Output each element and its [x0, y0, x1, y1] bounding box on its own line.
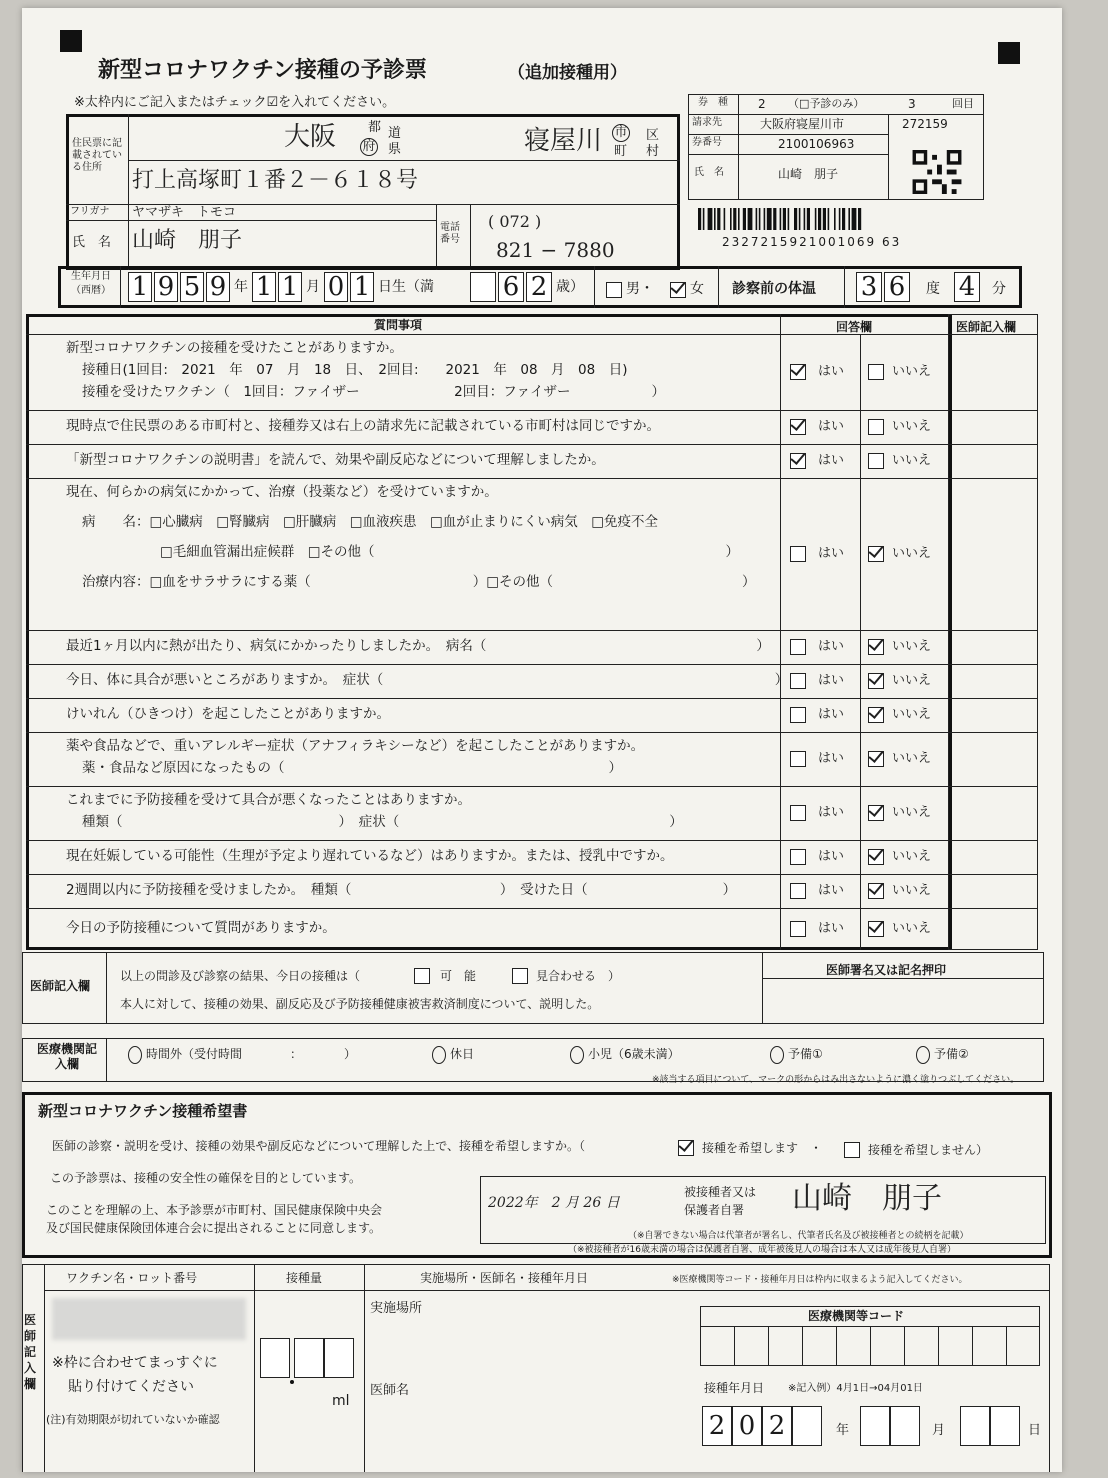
suffix-fu-circled: 府	[360, 138, 378, 156]
place-label: 実施場所	[370, 1301, 423, 1316]
barcode-number: 2327215921001069 63	[722, 235, 902, 249]
answer-yes-label: はい	[818, 546, 845, 561]
date-month-unit: 月	[932, 1423, 946, 1438]
consent-date[interactable]: 2022年 2 月 26 日	[488, 1195, 620, 1211]
suffix-shi-circled: 市	[612, 124, 630, 142]
consent-paragraph-1: この予診票は、接種の安全性の確保を目的としています。	[50, 1171, 362, 1185]
female-checkbox[interactable]	[670, 282, 686, 298]
facility-option-mark[interactable]	[570, 1046, 584, 1064]
question-row-divider	[26, 786, 1038, 787]
address-prefecture[interactable]: 大阪	[284, 122, 337, 152]
facility-note: ※該当する項目について、マークの形からはみ出さないように濃く塗りつぶしてください。	[652, 1075, 1020, 1085]
answer-yes-checkbox[interactable]	[790, 673, 806, 689]
answer-no-checkbox[interactable]	[868, 805, 884, 821]
question-header: 質問事項	[374, 318, 423, 332]
blurred-lot-sticker	[52, 1298, 246, 1340]
facility-option-mark[interactable]	[432, 1046, 446, 1064]
vaccine-form-paper	[22, 8, 1062, 1472]
answer-yes-label: はい	[818, 849, 845, 864]
answer-no-label: いいえ	[892, 364, 932, 379]
consent-title: 新型コロナワクチン接種希望書	[38, 1102, 248, 1120]
question-detail: 種類（ ） 症状（ ）	[82, 814, 683, 830]
bottom-column-note: ※医療機関等コード・接種年月日は枠内に収まるよう記入してください。	[672, 1275, 968, 1285]
signer-label-2: 保護者自署	[684, 1203, 745, 1217]
question-text: 薬や食品などで、重いアレルギー症状（アナフィラキシーなど）を起こしたことがありますか。	[66, 738, 645, 754]
suffix-ken: 県	[388, 142, 402, 157]
age-digit[interactable]: 6	[498, 272, 524, 302]
answer-no-label: いいえ	[892, 805, 932, 820]
date-year-digit[interactable]: 2	[762, 1406, 792, 1446]
facility-code-label: 医療機関等コード	[808, 1309, 905, 1323]
ml-unit: ml	[332, 1393, 350, 1409]
question-detail: 接種を受けたワクチン（ 1回目：ファイザー 2回目：ファイザー ）	[82, 384, 665, 400]
facility-code-cell-divider	[802, 1326, 803, 1366]
answer-yes-label: はい	[818, 453, 845, 468]
answer-yes-label: はい	[818, 364, 845, 379]
suffix-son: 村	[646, 144, 660, 159]
facility-option-label: 時間外（受付時間 ： ）	[146, 1047, 357, 1061]
question-text: けいれん（ひきつけ）を起こしたことがありますか。	[66, 706, 390, 722]
form-subtitle: （追加接種用）	[508, 63, 627, 83]
suffix-cho: 町	[614, 144, 628, 159]
facility-option-label: 休日	[450, 1047, 475, 1061]
answer-no-checkbox[interactable]	[868, 883, 884, 899]
temperature-decimal-digit[interactable]: 4	[954, 272, 980, 302]
ticket-type-value: 2	[758, 97, 766, 111]
answer-yes-checkbox[interactable]	[790, 707, 806, 723]
birth-year-unit: 年	[234, 279, 248, 295]
birth-day-unit: 日生（満	[378, 279, 434, 295]
date-year-digit[interactable]: 0	[732, 1406, 762, 1446]
answer-no-label: いいえ	[892, 921, 932, 936]
facility-option-label: 予備①	[788, 1047, 823, 1061]
consent-signature[interactable]: 山崎 朋子	[792, 1181, 942, 1216]
date-day-digit[interactable]	[960, 1406, 990, 1446]
ticket-name-value: 山崎 朋子	[778, 167, 839, 181]
ticket-type-note: （□予診のみ）	[788, 97, 865, 110]
question-row-divider	[26, 444, 1038, 445]
date-month-digit[interactable]	[890, 1406, 920, 1446]
age-unit: 歳）	[556, 279, 584, 295]
temperature-digit[interactable]: 3	[856, 272, 882, 302]
dose-digit-cell[interactable]	[324, 1338, 354, 1378]
possible-checkbox[interactable]	[414, 968, 430, 984]
dose-digit-cell[interactable]	[294, 1338, 324, 1378]
name-label: 氏 名	[72, 235, 112, 250]
ticket-billing-label: 請求先	[692, 117, 722, 128]
postpone-checkbox[interactable]	[512, 968, 528, 984]
address-city[interactable]: 寝屋川	[524, 126, 603, 156]
ticket-dose-number: 3	[908, 97, 916, 111]
temperature-label: 診察前の体温	[732, 281, 816, 297]
date-day-unit: 日	[1028, 1423, 1042, 1438]
answer-no-label: いいえ	[892, 883, 932, 898]
date-month-digit[interactable]	[860, 1406, 890, 1446]
answer-no-label: いいえ	[892, 639, 932, 654]
date-year-digit[interactable]: 2	[702, 1406, 732, 1446]
consent-note-1: （※自署できない場合は代筆者が署名し、代筆者氏名及び被接種者との続柄を記載）	[628, 1231, 969, 1241]
question-detail: 病 名：□心臓病 □腎臓病 □肝臓病 □血液疾患 □血が止まりにくい病気 □免疫不全	[82, 514, 659, 530]
address-label: 住民票に記載されている住所	[72, 138, 122, 173]
answer-yes-label: はい	[818, 805, 845, 820]
date-year-unit: 年	[836, 1423, 850, 1438]
question-text: 新型コロナワクチンの接種を受けたことがありますか。	[66, 340, 403, 356]
temperature-unit-decimal: 分	[992, 281, 1006, 297]
barcode-icon	[698, 208, 970, 230]
instruction-text: ※太枠内にご記入またはチェック☑を入れてください。	[74, 95, 396, 110]
temperature-digit[interactable]: 6	[884, 272, 910, 302]
date-day-digit[interactable]	[990, 1406, 1020, 1446]
vaccination-date-label: 接種年月日	[704, 1381, 765, 1395]
answer-no-label: いいえ	[892, 419, 932, 434]
question-row-divider	[26, 732, 1038, 733]
suffix-to: 都	[368, 120, 382, 135]
name-value[interactable]: 山崎 朋子	[132, 228, 243, 253]
question-text: 現在妊娠している可能性（生理が予定より遅れているなど）はありますか。または、授乳中ですか。	[66, 848, 674, 864]
suffix-do: 道	[388, 126, 402, 141]
ticket-billing-value: 大阪府寝屋川市	[760, 117, 845, 131]
age-digit[interactable]: 2	[526, 272, 552, 302]
answer-yes-label: はい	[818, 639, 845, 654]
dose-column-header: 接種量	[286, 1271, 323, 1285]
facility-option-label: 小児（6歳未満）	[588, 1047, 680, 1061]
question-row-divider	[26, 698, 1038, 699]
answer-yes-checkbox[interactable]	[790, 546, 806, 562]
question-detail: 接種日(1回目: 2021 年 07 月 18 日、 2回目: 2021 年 08 月 08 日)	[82, 362, 628, 378]
answer-no-checkbox[interactable]	[868, 419, 884, 435]
doctor-decision-text: 以上の問診及び診察の結果、今日の接種は（	[120, 969, 361, 983]
question-text: 「新型コロナワクチンの説明書」を読んで、効果や副反応などについて理解しましたか。	[66, 452, 605, 468]
decimal-point	[290, 1380, 294, 1384]
answer-yes-checkbox[interactable]	[790, 751, 806, 767]
question-text: 最近1ヶ月以内に熱が出たり、病気にかかったりしましたか。 病名（ ）	[66, 638, 770, 654]
consent-yes-checkbox[interactable]	[678, 1140, 694, 1156]
ticket-dose-label: 回目	[952, 97, 974, 110]
question-text: これまでに予防接種を受けて具合が悪くなったことはありますか。	[66, 792, 471, 808]
facility-code-cell-divider	[904, 1326, 905, 1366]
ticket-number-label: 券番号	[692, 137, 722, 148]
ticket-billing-code: 272159	[902, 117, 948, 131]
doctor-explanation-text: 本人に対して、接種の効果、副反応及び予防接種健康被害救済制度について、説明した。	[120, 997, 600, 1011]
birth-month-unit: 月	[306, 279, 320, 295]
facility-code-cell-divider	[768, 1326, 769, 1366]
birth-year-digit[interactable]: 1	[128, 272, 152, 302]
date-example: ※記入例）4月1日→04月01日	[788, 1383, 923, 1394]
facility-code-cell-divider	[734, 1326, 735, 1366]
answer-yes-label: はい	[818, 673, 845, 688]
answer-no-label: いいえ	[892, 707, 932, 722]
corner-marker-right	[998, 42, 1020, 64]
answer-yes-checkbox[interactable]	[790, 883, 806, 899]
consent-note-2: （※被接種者が16歳未満の場合は保護者自署、成年被後見人の場合は本人又は成年後見人自署）	[568, 1245, 956, 1255]
answer-no-checkbox[interactable]	[868, 453, 884, 469]
question-text: 今日、体に具合が悪いところがありますか。 症状（ ）	[66, 672, 789, 688]
sticker-note-3: (注)有効期限が切れていないか確認	[46, 1413, 220, 1426]
doctor-signature-label: 医師署名又は記名押印	[826, 963, 947, 977]
question-row-divider	[26, 664, 1038, 665]
answer-no-checkbox[interactable]	[868, 673, 884, 689]
date-year-digit[interactable]	[792, 1406, 822, 1446]
answer-yes-checkbox[interactable]	[790, 921, 806, 937]
birth-day-digit[interactable]: 0	[324, 272, 348, 302]
male-checkbox[interactable]	[606, 282, 622, 298]
question-text: 現在、何らかの病気にかかって、治療（投薬など）を受けていますか。	[66, 484, 498, 500]
facility-option-mark[interactable]	[770, 1046, 784, 1064]
birth-year-digit[interactable]: 9	[206, 272, 230, 302]
phone-number[interactable]: 821 − 7880	[496, 238, 615, 262]
possible-label: 可 能	[440, 969, 477, 983]
question-detail: □毛細血管漏出症候群 □その他（ ）	[160, 544, 740, 560]
vaccine-column-header: ワクチン名・ロット番号	[66, 1271, 198, 1285]
consent-paragraph-2: このことを理解の上、本予診票が市町村、国民健康保険中央会	[46, 1203, 383, 1217]
suffix-ku: 区	[646, 128, 660, 143]
birth-label: 生年月日（西暦）	[71, 271, 111, 296]
facility-code-cell-divider	[836, 1326, 837, 1366]
birth-year-digit[interactable]: 9	[154, 272, 178, 302]
facility-option-mark[interactable]	[916, 1046, 930, 1064]
answer-yes-label: はい	[818, 883, 845, 898]
birth-day-digit[interactable]: 1	[350, 272, 374, 302]
answer-no-checkbox[interactable]	[868, 639, 884, 655]
answer-yes-checkbox[interactable]	[790, 453, 806, 469]
answer-yes-label: はい	[818, 707, 845, 722]
answer-no-checkbox[interactable]	[868, 751, 884, 767]
consent-paragraph-3: 及び国民健康保険団体連合会に提出されることに同意します。	[46, 1221, 382, 1235]
sticker-note-1: ※枠に合わせてまっすぐに	[52, 1355, 218, 1371]
form-title: 新型コロナワクチン接種の予診票	[98, 58, 427, 83]
phone-area-code[interactable]: ( 072 )	[488, 212, 542, 231]
facility-code-cell-divider	[938, 1326, 939, 1366]
question-row-divider	[26, 410, 1038, 411]
answer-no-label: いいえ	[892, 751, 932, 766]
consent-no-label: 接種を希望しません）	[868, 1143, 989, 1157]
facility-section-label: 医療機関記入欄	[36, 1042, 97, 1071]
answer-no-checkbox[interactable]	[868, 546, 884, 562]
answer-yes-checkbox[interactable]	[790, 364, 806, 380]
answer-no-label: いいえ	[892, 546, 932, 561]
facility-option-mark[interactable]	[128, 1046, 142, 1064]
phone-label: 電話番号	[440, 222, 460, 245]
question-row-divider	[26, 478, 1038, 479]
consent-no-checkbox[interactable]	[844, 1142, 860, 1158]
answer-no-label: いいえ	[892, 673, 932, 688]
answer-yes-checkbox[interactable]	[790, 805, 806, 821]
answer-yes-label: はい	[818, 751, 845, 766]
question-detail: 治療内容：□血をサラサラにする薬（ ）□その他（ ）	[82, 574, 756, 590]
question-row-divider	[26, 908, 1038, 909]
answer-no-checkbox[interactable]	[868, 707, 884, 723]
answer-header: 回答欄	[836, 320, 873, 334]
consent-yes-label: 接種を希望します ・	[702, 1141, 823, 1155]
furigana-value[interactable]: ヤマザキ トモコ	[132, 205, 237, 220]
facility-code-cell-divider	[972, 1326, 973, 1366]
birth-month-digit[interactable]: 1	[278, 272, 302, 302]
answer-no-label: いいえ	[892, 849, 932, 864]
answer-no-checkbox[interactable]	[868, 921, 884, 937]
answer-yes-checkbox[interactable]	[790, 849, 806, 865]
corner-marker-left	[60, 30, 82, 52]
question-row-divider	[26, 334, 1038, 335]
doctor-section-label: 医師記入欄	[30, 979, 91, 993]
facility-code-cell-divider	[870, 1326, 871, 1366]
answer-no-checkbox[interactable]	[868, 364, 884, 380]
question-text: 今日の予防接種について質問がありますか。	[66, 920, 336, 936]
question-row-divider	[26, 840, 1038, 841]
temperature-unit-degree: 度	[926, 281, 940, 297]
furigana-label: フリガナ	[70, 206, 110, 217]
ticket-number-value: 2100106963	[778, 137, 855, 151]
doctor-header: 医師記入欄	[956, 320, 1017, 334]
answer-yes-label: はい	[818, 419, 845, 434]
answer-no-label: いいえ	[892, 453, 932, 468]
birth-year-digit[interactable]: 5	[180, 272, 204, 302]
dose-digit-cell[interactable]	[260, 1338, 290, 1378]
question-detail: 薬・食品など原因になったもの（ ）	[82, 760, 622, 776]
signer-label-1: 被接種者又は	[684, 1185, 757, 1199]
postpone-label: 見合わせる ）	[536, 969, 621, 983]
answer-yes-label: はい	[818, 921, 845, 936]
facility-code-cell-divider	[1006, 1326, 1007, 1366]
bottom-side-label: 医師記入欄	[24, 1313, 37, 1391]
question-text: 2週間以内に予防接種を受けましたか。 種類（ ） 受けた日（ ）	[66, 882, 737, 898]
qr-code-icon	[912, 150, 962, 194]
answer-yes-checkbox[interactable]	[790, 419, 806, 435]
facility-option-label: 予備②	[934, 1047, 969, 1061]
question-row-divider	[26, 874, 1038, 875]
question-text: 現時点で住民票のある市町村と、接種券又は右上の請求先に記載されている市町村は同じですか。	[66, 418, 660, 434]
address-street[interactable]: 打上高塚町１番２－６１８号	[132, 168, 419, 193]
ticket-type-label: 券 種	[698, 97, 728, 108]
female-label: 女	[690, 281, 704, 297]
question-row-divider	[26, 630, 1038, 631]
doctor-name-label: 医師名	[370, 1383, 410, 1398]
ticket-name-label: 氏 名	[694, 167, 724, 178]
sticker-note-2: 貼り付けてください	[68, 1379, 194, 1395]
answer-yes-checkbox[interactable]	[790, 639, 806, 655]
birth-month-digit[interactable]: 1	[252, 272, 276, 302]
age-digit[interactable]	[470, 272, 496, 302]
answer-no-checkbox[interactable]	[868, 849, 884, 865]
consent-question: 医師の診察・説明を受け、接種の効果や副反応などについて理解した上で、接種を希望しますか。（	[52, 1139, 586, 1153]
male-label: 男・	[626, 281, 654, 297]
place-column-header: 実施場所・医師名・接種年月日	[420, 1271, 589, 1285]
